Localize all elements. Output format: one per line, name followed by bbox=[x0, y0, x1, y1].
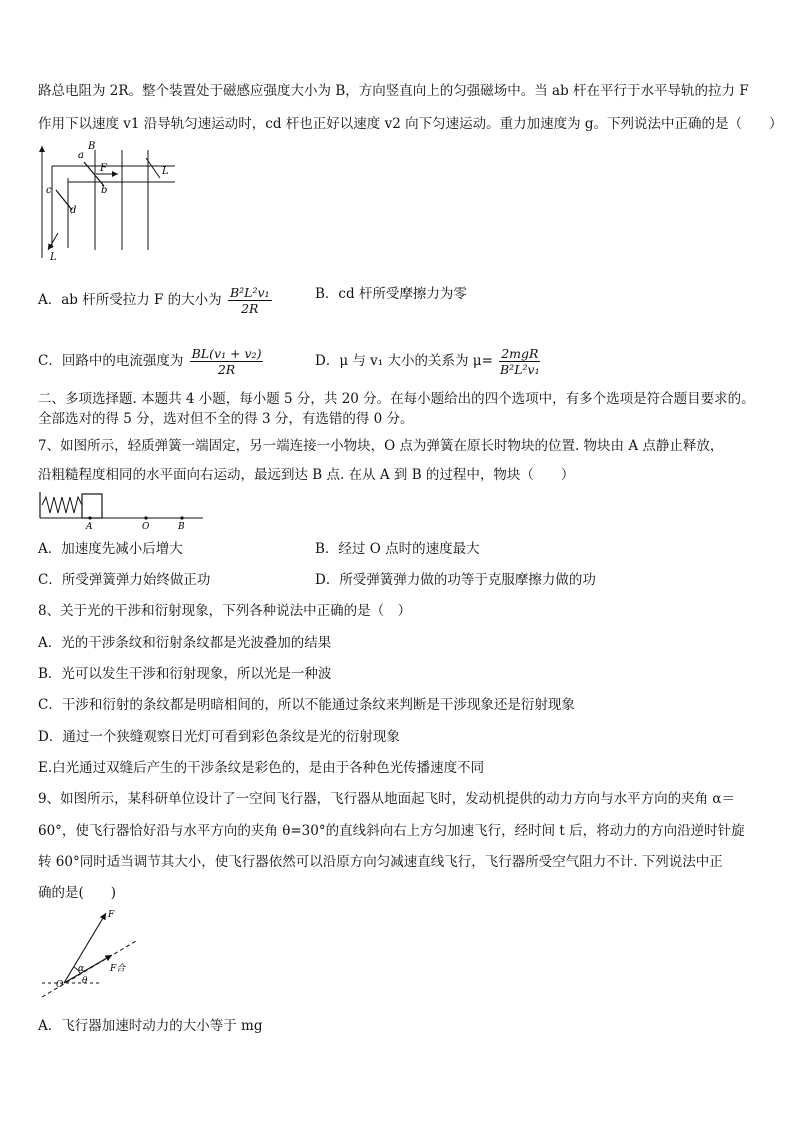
label-O: O bbox=[142, 522, 150, 530]
q8-option-b: B．光可以发生干涉和衍射现象，所以光是一种波 bbox=[38, 666, 332, 682]
q9-stem-line1: 9、如图所示，某科研单位设计了一空间飞行器，飞行器从地面起飞时，发动机提供的动力方向与水平方向的夹角 α＝ bbox=[38, 791, 735, 807]
q7-stem-line2: 沿粗糙程度相同的水平面向右运动，最远到达 B 点. 在从 A 到 B 的过程中，物块（ ） bbox=[38, 467, 575, 483]
q7-option-c: C．所受弹簧弹力始终做正功 bbox=[38, 572, 211, 588]
label-L-bottom: L bbox=[50, 252, 57, 263]
q6-option-a: A．ab 杆所受拉力 F 的大小为 $\frac{\text{B²L²v₁}}{2R}$ bbox=[38, 285, 270, 316]
q7-option-a: A．加速度先减小后增大 bbox=[38, 541, 183, 557]
q8-stem: 8、关于光的干涉和衍射现象，下列各种说法中正确的是（ ） bbox=[38, 603, 412, 619]
q6-option-c: C．回路中的电流强度为 $\frac{\text{BL(v₁ + v₂)}}{2R}$ bbox=[38, 346, 262, 377]
label-c: c bbox=[46, 185, 52, 196]
q6-option-b: B．cd 杆所受摩擦力为零 bbox=[315, 286, 467, 302]
q6-rail-diagram bbox=[30, 138, 190, 263]
label-A: A bbox=[86, 522, 93, 530]
q9-option-a: A．飞行器加速时动力的大小等于 mg bbox=[38, 1018, 263, 1034]
q8-option-d: D．通过一个狭缝观察日光灯可看到彩色条纹是光的衍射现象 bbox=[38, 729, 400, 745]
q9-stem-line2: 60°，使飞行器恰好沿与水平方向的夹角 θ=30°的直线斜向右上方匀加速飞行，经时间 t 后，将动力的方向沿逆时针旋 bbox=[38, 823, 745, 839]
section2-line1: 二、多项选择题. 本题共 4 小题，每小题 5 分，共 20 分。在每小题给出的四个选项中，有多个选项是符合题目要求的。 bbox=[38, 391, 755, 407]
label-a: a bbox=[78, 150, 84, 161]
label-alpha: α bbox=[78, 964, 85, 974]
label-B: B bbox=[88, 141, 96, 152]
label-F-he: F合 bbox=[110, 964, 126, 974]
label-O: O bbox=[56, 980, 64, 990]
q8-option-a: A．光的干涉条纹和衍射条纹都是光波叠加的结果 bbox=[38, 635, 332, 651]
q7-spring-diagram bbox=[38, 488, 208, 530]
label-L-top: L bbox=[162, 166, 169, 177]
q9-stem-line4: 确的是( ) bbox=[38, 885, 117, 901]
label-b: b bbox=[101, 185, 108, 196]
q9-stem-line3: 转 60°同时适当调节其大小，使飞行器依然可以沿原方向匀减速直线飞行，飞行器所受空气阻力不计. 下列说法中正 bbox=[38, 854, 723, 870]
label-B: B bbox=[178, 522, 185, 530]
q8-option-e: E.白光通过双缝后产生的干涉条纹是彩色的，是由于各种色光传播速度不同 bbox=[38, 760, 485, 776]
q8-option-c: C．干涉和衍射的条纹都是明暗相间的，所以不能通过条纹来判断是干涉现象还是衍射现象 bbox=[38, 697, 575, 713]
q9-force-diagram bbox=[38, 905, 148, 1005]
label-F: F bbox=[100, 163, 107, 174]
q7-option-d: D．所受弹簧弹力做的功等于克服摩擦力做的功 bbox=[315, 572, 596, 588]
label-F: F bbox=[108, 910, 115, 920]
q7-stem-line1: 7、如图所示，轻质弹簧一端固定，另一端连接一小物块，O 点为弹簧在原长时物块的位置. 物块由 A 点静止释放， bbox=[38, 438, 724, 454]
label-theta: θ bbox=[82, 976, 88, 986]
q6-option-d: D．μ 与 v₁ 大小的关系为 μ= $\frac{\text{2mgR}}{\text{B²L²v₁}}$ bbox=[315, 346, 540, 377]
section2-line2: 全部选对的得 5 分，选对但不全的得 3 分，有选错的得 0 分。 bbox=[38, 411, 414, 427]
label-d: d bbox=[70, 205, 77, 216]
q7-option-b: B．经过 O 点时的速度最大 bbox=[315, 541, 480, 557]
q6-stem-line2: 作用下以速度 v1 沿导轨匀速运动时，cd 杆也正好以速度 v2 向下匀速运动。重力加速度为 g。下列说法中正确的是（ ） bbox=[38, 116, 783, 132]
q6-stem-line1: 路总电阻为 2R。整个装置处于磁感应强度大小为 B，方向竖直向上的匀强磁场中。当 ab 杆在平行于水平导轨的拉力 F bbox=[38, 83, 749, 99]
